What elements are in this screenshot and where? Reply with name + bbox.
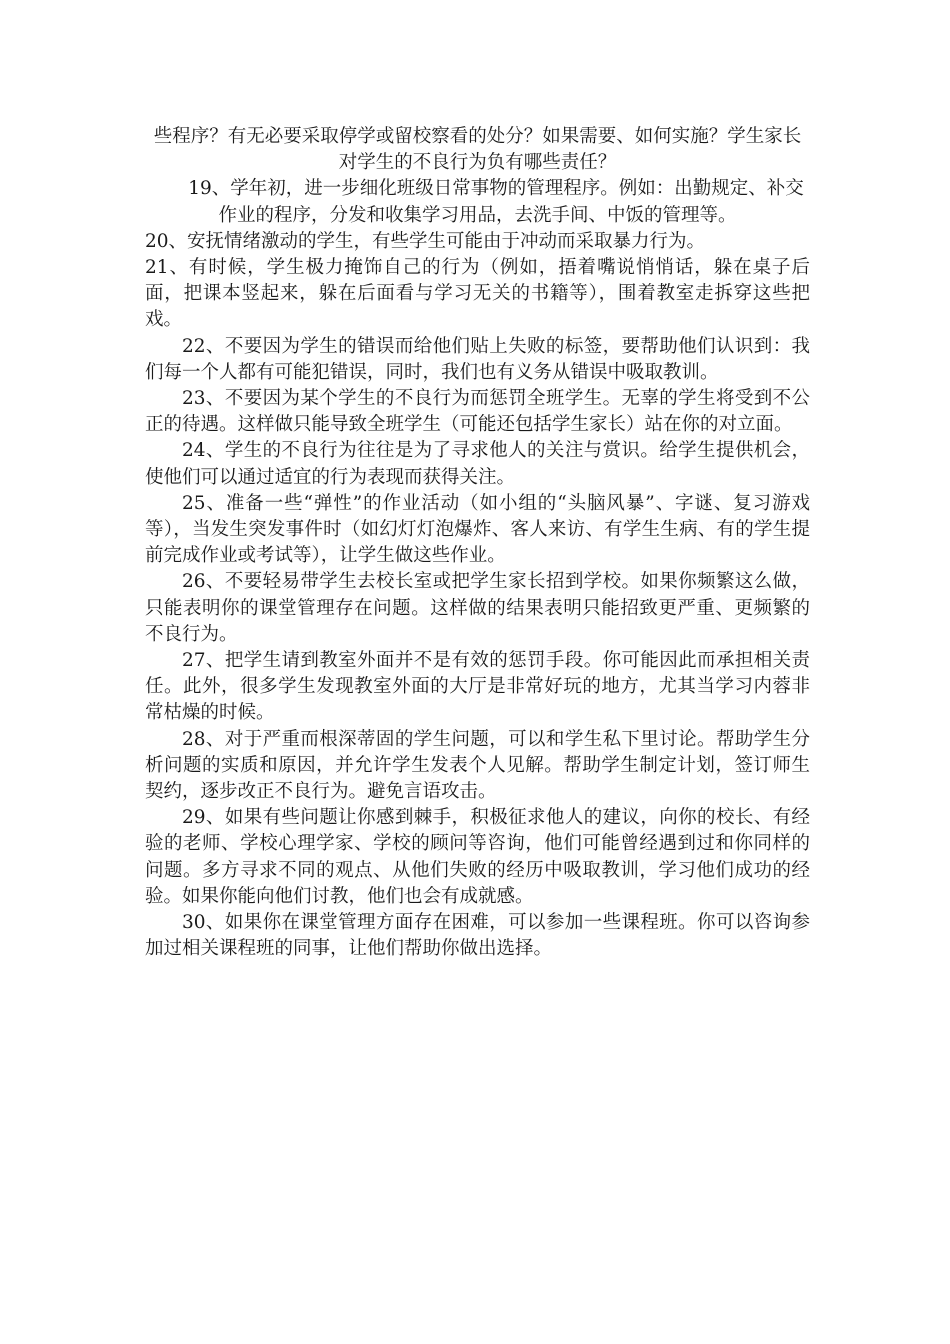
paragraph-27: 27、把学生请到教室外面并不是有效的惩罚手段。你可能因此而承担相关责任。此外，很多学生发现教室外面的大厅是非常好玩的地方，尤其当学习内蓉非常枯燥的时候。 (145, 650, 810, 724)
paragraph-26: 26、不要轻易带学生去校长室或把学生家长招到学校。如果你频繁这么做，只能表明你的课堂管理存在问题。这样做的结果表明只能招致更严重、更频繁的不良行为。 (145, 571, 810, 645)
paragraph-30: 30、如果你在课堂管理方面存在困难，可以参加一些课程班。你可以咨询参加过相关课程班的同事，让他们帮助你做出选择。 (145, 912, 810, 960)
paragraph-28: 28、对于严重而根深蒂固的学生问题，可以和学生私下里讨论。帮助学生分析问题的实质和原因，并允许学生发表个人见解。帮助学生制定计划，签订师生契约，逐步改正不良行为。避免言语攻击。 (145, 728, 810, 803)
document-page (145, 124, 810, 963)
paragraph-25: 25、准备一些“弹性”的作业活动（如小组的“头脑风暴”、字谜、复习游戏等），当发生突发事件时（如幻灯灯泡爆炸、客人来访、有学生生病、有的学生提前完成作业或考试等），让学生做这些作业。 (145, 492, 810, 567)
paragraph-29: 29、如果有些问题让你感到棘手，积极征求他人的建议，向你的校长、有经验的老师、学校心理学家、学校的顾问等咨询，他们可能曾经遇到过和你同样的问题。多方寻求不同的观点、从他们失败的经历中吸取教训，学习他们成功的经验。如果你能向他们讨教，他们也会有成就感。 (145, 807, 810, 907)
paragraph-23: 23、不要因为某个学生的不良行为而惩罚全班学生。无辜的学生将受到不公正的待遇。这样做只能导致全班学生（可能还包括学生家长）站在你的对立面。 (145, 388, 810, 436)
paragraph-21: 21、有时候，学生极力掩饰自己的行为（例如，捂着嘴说悄悄话，躲在桌子后面，把课本竖起来，躲在后面看与学习无关的书籍等），围着教室走拆穿这些把戏。 (145, 257, 810, 331)
paragraph-18-continuation: 些程序？有无必要采取停学或留校察看的处分？如果需要、如何实施？学生家长对学生的不良行为负有哪些责任？ (153, 126, 802, 174)
paragraph-24: 24、学生的不良行为往往是为了寻求他人的关注与赏识。给学生提供机会，使他们可以通过适宜的行为表现而获得关注。 (145, 440, 810, 488)
paragraph-22: 22、不要因为学生的错误而给他们贴上失败的标签，要帮助他们认识到：我们每一个人都有可能犯错误，同时，我们也有义务从错误中吸取教训。 (145, 335, 810, 383)
paragraph-19: 19、学年初，进一步细化班级日常事物的管理程序。例如：出勤规定、补交作业的程序，分发和收集学习用品，去洗手间、中饭的管理等。 (188, 178, 804, 226)
paragraph-20: 20、安抚情绪激动的学生，有些学生可能由于冲动而采取暴力行为。 (145, 230, 706, 252)
